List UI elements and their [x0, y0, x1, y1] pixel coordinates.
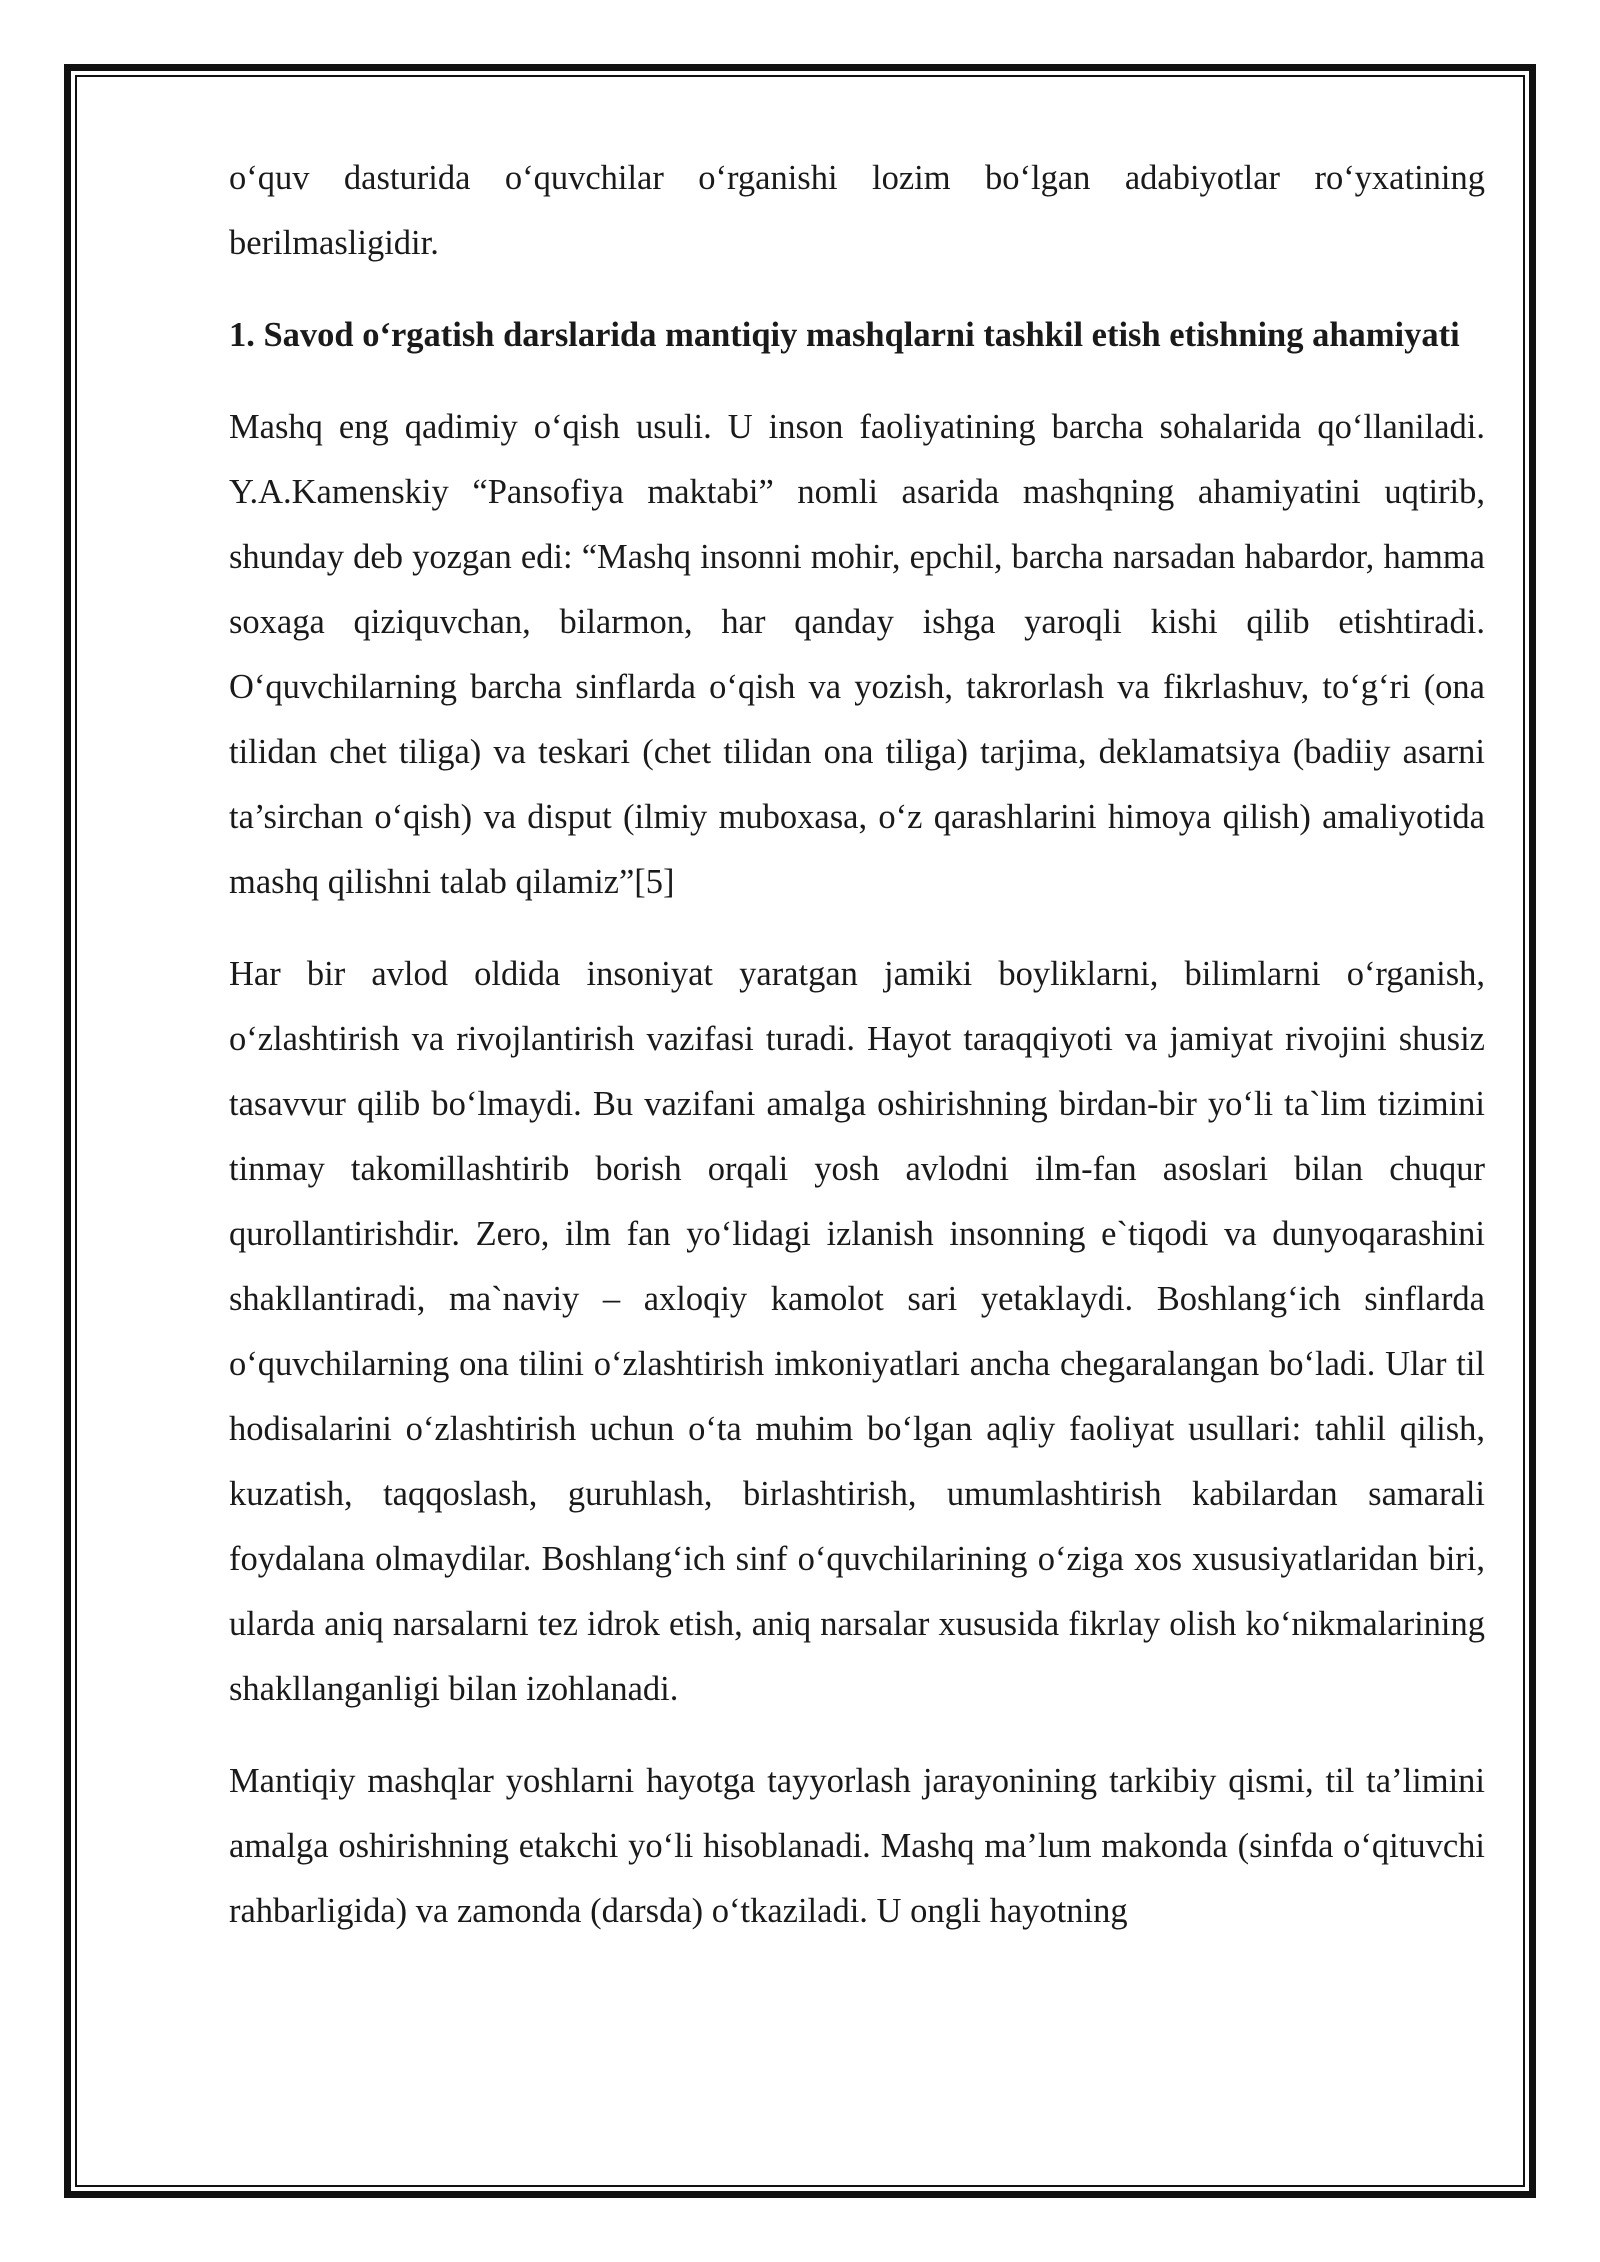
- paragraph-generation-task: Har bir avlod oldida insoniyat yaratgan jamiki boyliklarni, bilimlarni o‘rganish, o‘zlashtirish va rivojlantirish vazifasi turadi. Hayot taraqqiyoti va jamiyat rivojini shusiz tasavvur qilib bo‘lmaydi. Bu vazifani amalga oshirishning birdan-bir yo‘li ta`lim tizimini tinmay takomillashtirib borish orqali yosh avlodni ilm-fan asoslari bilan chuqur qurollantirishdir. Zero, ilm fan yo‘lidagi izlanish insonning e`tiqodi va dunyoqarashini shakllantiradi, ma`naviy – axloqiy kamolot sari yetaklaydi. Boshlang‘ich sinflarda o‘quvchilarning ona tilini o‘zlashtirish imkoniyatlari ancha chegaralangan bo‘ladi. Ular til hodisalarini o‘zlashtirish uchun o‘ta muhim bo‘lgan aqliy faoliyat usullari: tahlil qilish, kuzatish, taqqoslash, guruhlash, birlashtirish, umumlashtirish kabilardan samarali foydalana olmaydilar. Boshlang‘ich sinf o‘quvchilarining o‘ziga xos xususiyatlaridan biri, ularda aniq narsalarni tez idrok etish, aniq narsalar xususida fikrlay olish ko‘nikmalarining shakllanganligi bilan izohlanadi.: [229, 955, 1485, 1708]
- section-heading: 1. Savod o‘rgatish darslarida mantiqiy mashqlarni tashkil etish etishning ahamiyati: [229, 316, 1460, 354]
- paragraph-intro-continuation: o‘quv dasturida o‘quvchilar o‘rganishi lozim bo‘lgan adabiyotlar ro‘yxatining berilmasligidir.: [229, 159, 1485, 262]
- paragraph-logical-exercises: Mantiqiy mashqlar yoshlarni hayotga tayyorlash jarayonining tarkibiy qismi, til ta’limini amalga oshirishning etakchi yo‘li hisoblanadi. Mashq ma’lum makonda (sinfda o‘qituvchi rahbarligida) va zamonda (darsda) o‘tkaziladi. U ongli hayotning: [229, 1762, 1485, 1930]
- paragraph-mashq-definition: Mashq eng qadimiy o‘qish usuli. U inson faoliyatining barcha sohalarida qo‘llaniladi. Y.A.Kamenskiy “Pansofiya maktabi” nomli asarida mashqning ahamiyatini uqtirib, shunday deb yozgan edi: “Mashq insonni mohir, epchil, barcha narsadan habardor, hamma soxaga qiziquvchan, bilarmon, har qanday ishga yaroqli kishi qilib etishtiradi. O‘quvchilarning barcha sinflarda o‘qish va yozish, takrorlash va fikrlashuv, to‘g‘ri (ona tilidan chet tiliga) va teskari (chet tilidan ona tiliga) tarjima, deklamatsiya (badiiy asarni ta’sirchan o‘qish) va disput (ilmiy muboxasa, o‘z qarashlarini himoya qilish) amaliyotida mashq qilishni talab qilamiz”[5]: [229, 408, 1485, 901]
- page-content: [229, 146, 1485, 1971]
